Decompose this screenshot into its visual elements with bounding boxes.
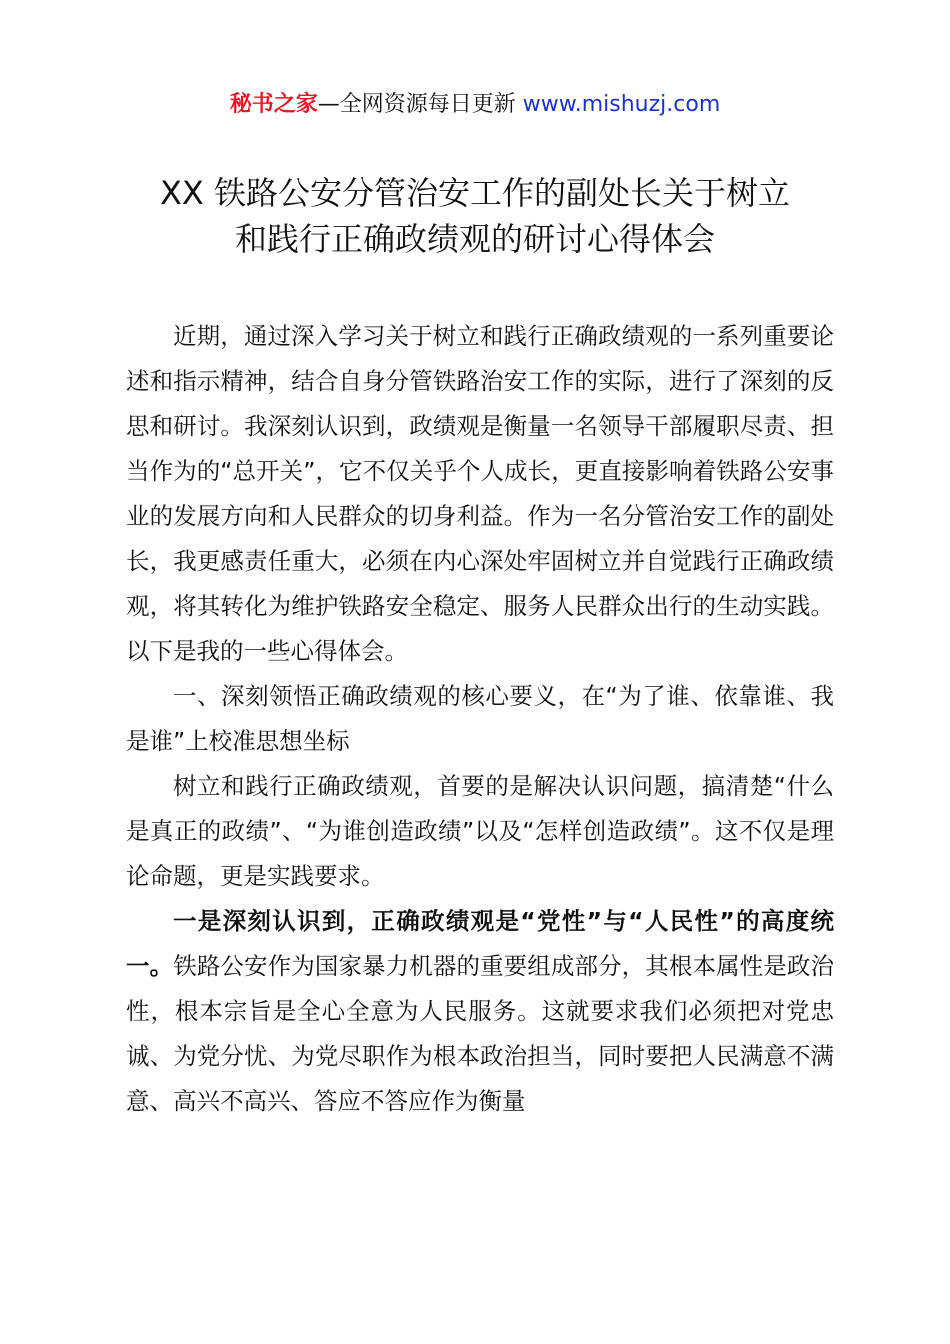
- title-line-2: 和践行正确政绩观的研讨心得体会: [234, 220, 715, 258]
- section-heading-1: 一、深刻领悟正确政绩观的核心要义，在“为了谁、依靠谁、我是谁”上校准思想坐标: [126, 682, 834, 755]
- body-paragraph-3: [126, 899, 834, 1124]
- paragraph-continuation: 铁路公安作为国家暴力机器的重要组成部分，其根本属性是政治性，根本宗旨是全心全意为人民服务。这就要求我们必须把对党忠诚、为党分忧、为党尽职作为根本政治担当，同时要把人民满意不满意、高兴不高兴、答应不答应作为衡量: [126, 952, 835, 1115]
- intro-paragraph: 近期，通过深入学习关于树立和践行正确政绩观的一系列重要论述和指示精神，结合自身分管铁路治安工作的实际，进行了深刻的反思和研讨。我深刻认识到，政绩观是衡量一名领导干部履职尽责、担当作为的“总开关”，它不仅关乎个人成长，更直接影响着铁路公安事业的发展方向和人民群众的切身利益。作为一名分管治安工作的副处长，我更感责任重大，必须在内心深处牢固树立并自觉践行正确政绩观，将其转化为维护铁路安全稳定、服务人民群众出行的生动实践。以下是我的一些心得体会。: [126, 322, 834, 665]
- title-line-1: XX 铁路公安分管治安工作的副处长关于树立: [159, 174, 791, 212]
- site-url-link[interactable]: www.mishuzj.com: [522, 92, 721, 117]
- site-header: [0, 88, 950, 122]
- document-body: [126, 314, 834, 1124]
- document-title: [110, 170, 840, 262]
- body-paragraph-2: 树立和践行正确政绩观，首要的是解决认识问题，搞清楚“什么是真正的政绩”、“为谁创造政绩”以及“怎样创造政绩”。这不仅是理论命题，更是实践要求。: [126, 772, 834, 890]
- header-tagline: —全网资源每日更新: [317, 92, 523, 117]
- brand-name: 秘书之家: [229, 92, 318, 117]
- bold-lead-sentence: 一是深刻认识到，正确政绩观是“党性”与“人民性”的高度统一。: [126, 907, 834, 980]
